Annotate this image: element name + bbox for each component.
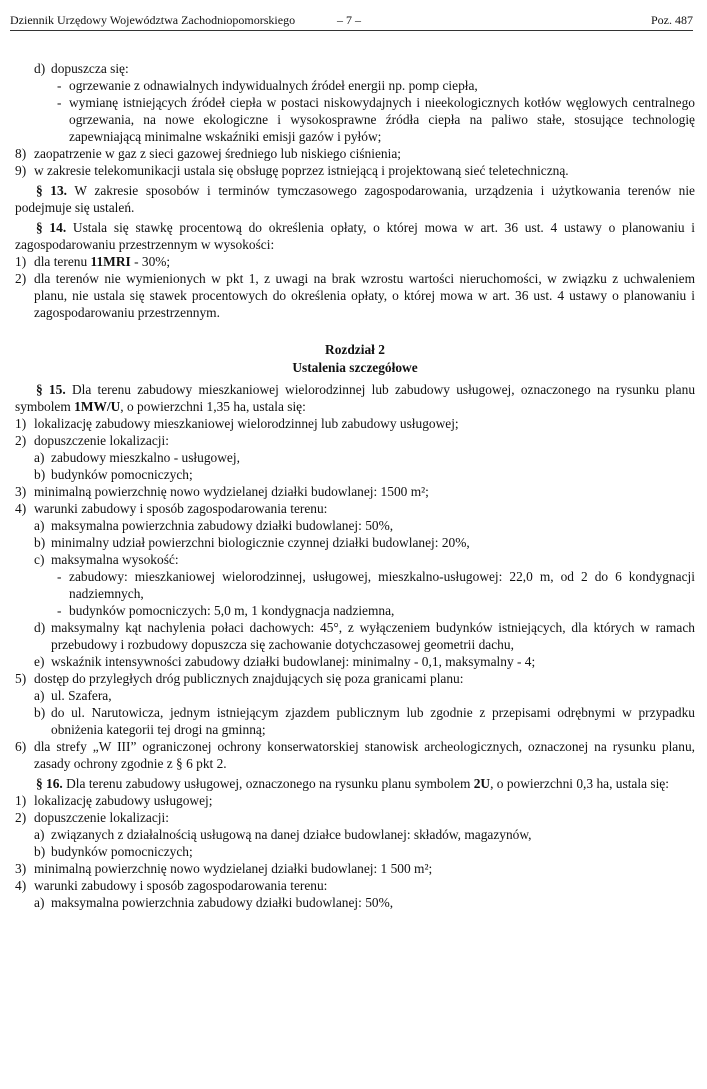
document-body [15,60,695,911]
list-item: 3) minimalną powierzchnię nowo wydzielanej działki budowlanej: 1500 m²; [15,484,429,499]
list-item: b) budynków pomocniczych; [34,844,193,859]
list-item: 9) w zakresie telekomunikacji ustala się obsługę poprzez istniejącą i projektowaną sieć teletechniczną. [15,163,569,178]
chapter-subtitle: Ustalenia szczegółowe [292,360,418,375]
list-item: 3) minimalną powierzchnię nowo wydzielanej działki budowlanej: 1 500 m²; [15,861,433,876]
list-item: 2) dopuszczenie lokalizacji: [15,810,169,825]
list-item: - ogrzewanie z odnawialnych indywidualnych źródeł energii np. pomp ciepła, [57,78,478,93]
list-item: 5) dostęp do przyległych dróg publicznych znajdujących się poza granicami planu: [15,671,464,686]
list-item: d) dopuszcza się: [34,61,129,76]
list-item: 1) lokalizację zabudowy mieszkaniowej wielorodzinnej lub zabudowy usługowej; [15,416,459,431]
list-item: b) minimalny udział powierzchni biologicznie czynnej działki budowlanej: 20%, [34,535,470,550]
list-item: 2) dla terenów nie wymienionych w pkt 1, z uwagi na brak wzrostu wartości nieruchomości, w związku z uchwaleniem planu, nie ustala się stawek procentowych do określenia opłaty, o której mowa w art. 36 ust. 4 ustawy o planowaniu i zagospodarowaniu przestrzennym. [15,271,695,320]
list-item: 2) dopuszczenie lokalizacji: [15,433,169,448]
list-item: 4) warunki zabudowy i sposób zagospodarowania terenu: [15,878,328,893]
list-item: b) do ul. Narutowicza, jednym istniejącym zjazdem publicznym lub zgodnie z przepisami odrębnymi w przypadku obniżenia kategorii tej drogi na gminną; [34,705,695,737]
list-item: e) wskaźnik intensywności zabudowy działki budowlanej: minimalny - 0,1, maksymalny - 4; [34,654,536,669]
list-item: 8) zaopatrzenie w gaz z sieci gazowej średniego lub niskiego ciśnienia; [15,146,401,161]
position-number: Poz. 487 [651,13,693,27]
journal-title: Dziennik Urzędowy Województwa Zachodniopomorskiego [10,13,296,27]
list-item: 6) dla strefy „W III” ograniczonej ochrony konserwatorskiej stanowisk archeologicznych, oznaczonej na rysunku planu, zasady ochrony zgodnie z § 6 pkt 2. [15,739,695,771]
page-header [10,13,693,31]
list-item: d) maksymalny kąt nachylenia połaci dachowych: 45°, z wyłączeniem budynków istniejących, dla których w ramach przebudowy i rozbudowy dopuszcza się zachowanie dotychczasowej geometrii dachu, [34,620,695,652]
list-item: 1) dla terenu 11MRI - 30%; [15,254,171,269]
list-item: a) maksymalna powierzchnia zabudowy działki budowlanej: 50%, [34,518,394,533]
list-item: 4) warunki zabudowy i sposób zagospodarowania terenu: [15,501,328,516]
list-item: a) ul. Szafera, [34,688,112,703]
list-item: a) związanych z działalnością usługową na danej działce budowlanej: składów, magazynów, [34,827,532,842]
list-item: - wymianę istniejących źródeł ciepła w postaci niskowydajnych i nieekologicznych kotłów węglowych centralnego ogrzewania, na nowe ekologiczne i wysokosprawne źródła ciepła na paliwo stałe, stosujące technologię zapewniającą minimalne wskaźniki emisji gazów i pyłów; [57,95,695,144]
paragraph-13: § 13. W zakresie sposobów i terminów tymczasowego zagospodarowania, urządzenia i użytkowania terenów nie podejmuje się ustaleń. [15,183,695,215]
list-item: - zabudowy: mieszkaniowej wielorodzinnej, usługowej, mieszkalno-usługowej: 22,0 m, od 2 do 6 kondygnacji nadziemnych, [57,569,695,601]
list-item: - budynków pomocniczych: 5,0 m, 1 kondygnacja nadziemna, [57,603,395,618]
list-item: 1) lokalizację zabudowy usługowej; [15,793,213,808]
paragraph-14: § 14. Ustala się stawkę procentową do określenia opłaty, o której mowa w art. 36 ust. 4 ustawy o planowaniu i zagospodarowaniu przestrzennym w wysokości: [15,220,695,252]
paragraph-16: § 16. Dla terenu zabudowy usługowej, oznaczonego na rysunku planu symbolem 2U, o powierzchni 0,3 ha, ustala się: [36,776,669,791]
chapter-title: Rozdział 2 [325,342,385,357]
list-item: a) zabudowy mieszkalno - usługowej, [34,450,240,465]
list-item: c) maksymalna wysokość: [34,552,179,567]
list-item: a) maksymalna powierzchnia zabudowy działki budowlanej: 50%, [34,895,394,910]
list-item: b) budynków pomocniczych; [34,467,193,482]
paragraph-15: § 15. Dla terenu zabudowy mieszkaniowej wielorodzinnej lub zabudowy usługowej, oznaczonego na rysunku planu symbolem 1MW/U, o powierzchni 1,35 ha, ustala się: [15,382,696,414]
page-number: – 7 – [337,13,361,27]
chapter-heading [15,341,695,377]
